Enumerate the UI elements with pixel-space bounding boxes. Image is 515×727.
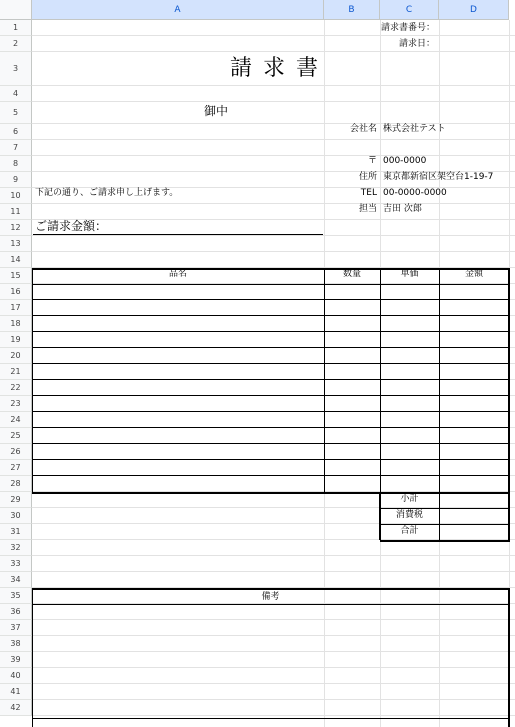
row-header[interactable]: 4 bbox=[0, 86, 32, 102]
row-header[interactable]: 33 bbox=[0, 556, 32, 572]
subtotal-label: 小計 bbox=[400, 494, 419, 504]
column-header-b[interactable]: B bbox=[324, 0, 380, 20]
items-row-divider bbox=[32, 363, 509, 364]
row-header[interactable]: 18 bbox=[0, 316, 32, 332]
tel-label: TEL bbox=[360, 188, 377, 198]
row-header[interactable]: 41 bbox=[0, 684, 32, 700]
items-row-divider bbox=[32, 443, 509, 444]
row-gridline bbox=[32, 155, 515, 156]
amount-underline bbox=[33, 234, 323, 235]
items-row-divider bbox=[32, 347, 509, 348]
address-label: 住所 bbox=[358, 172, 377, 182]
row-header[interactable]: 27 bbox=[0, 460, 32, 476]
row-header[interactable]: 9 bbox=[0, 172, 32, 188]
items-row-divider bbox=[32, 315, 509, 316]
items-row-divider bbox=[32, 395, 509, 396]
postal-label: 〒 bbox=[367, 156, 377, 166]
remarks-header-divider bbox=[32, 604, 509, 605]
header-item-name: 品名 bbox=[168, 269, 187, 279]
row-gridline bbox=[32, 139, 515, 140]
tax-label: 消費税 bbox=[395, 510, 423, 520]
row-header[interactable]: 36 bbox=[0, 604, 32, 620]
select-all-corner[interactable] bbox=[0, 0, 32, 20]
header-quantity: 数量 bbox=[342, 269, 361, 279]
row-header[interactable]: 32 bbox=[0, 540, 32, 556]
row-gridline bbox=[32, 555, 515, 556]
row-header[interactable]: 12 bbox=[0, 220, 32, 236]
row-gridline bbox=[32, 667, 515, 668]
row-header[interactable]: 31 bbox=[0, 524, 32, 540]
row-gridline bbox=[32, 715, 515, 716]
row-gridline bbox=[32, 101, 515, 102]
remarks-label: 備考 bbox=[261, 592, 280, 602]
row-gridline bbox=[32, 651, 515, 652]
items-row-divider bbox=[32, 411, 509, 412]
items-column-divider bbox=[439, 268, 440, 492]
row-header[interactable]: 15 bbox=[0, 268, 32, 284]
totals-row-divider bbox=[380, 524, 510, 525]
invoice-number-label: 請求書番号： bbox=[380, 23, 435, 33]
items-row-divider bbox=[32, 459, 509, 460]
row-gridline bbox=[32, 85, 515, 86]
row-header[interactable]: 19 bbox=[0, 332, 32, 348]
remarks-right-border bbox=[508, 588, 510, 727]
row-header[interactable]: 8 bbox=[0, 156, 32, 172]
row-header[interactable]: 21 bbox=[0, 364, 32, 380]
row-header[interactable]: 22 bbox=[0, 380, 32, 396]
row-header[interactable]: 29 bbox=[0, 492, 32, 508]
row-header[interactable]: 11 bbox=[0, 204, 32, 220]
totals-column-divider bbox=[439, 492, 440, 540]
amount-label: ご請求金額： bbox=[35, 219, 108, 233]
row-header[interactable]: 34 bbox=[0, 572, 32, 588]
row-header[interactable]: 1 bbox=[0, 20, 32, 36]
row-gridline bbox=[32, 251, 515, 252]
column-header-a[interactable]: A bbox=[32, 0, 324, 20]
row-header[interactable]: 30 bbox=[0, 508, 32, 524]
header-unit-price: 単価 bbox=[400, 269, 419, 279]
totals-right-border bbox=[508, 492, 510, 540]
staff-value: 吉田 次郎 bbox=[383, 204, 422, 214]
row-gridline bbox=[32, 699, 515, 700]
row-header[interactable]: 42 bbox=[0, 700, 32, 716]
row-header[interactable]: 35 bbox=[0, 588, 32, 604]
row-gridline bbox=[32, 51, 515, 52]
row-gridline bbox=[32, 203, 515, 204]
row-header[interactable]: 14 bbox=[0, 252, 32, 268]
row-gridline bbox=[32, 571, 515, 572]
row-gridline bbox=[32, 683, 515, 684]
items-row-divider bbox=[32, 427, 509, 428]
column-header-c[interactable]: C bbox=[380, 0, 439, 20]
row-header[interactable]: 24 bbox=[0, 412, 32, 428]
row-header[interactable]: 6 bbox=[0, 124, 32, 140]
totals-row-divider bbox=[380, 508, 510, 509]
company-value: 株式会社テスト bbox=[383, 124, 446, 134]
remarks-top-border bbox=[32, 588, 509, 590]
greeting-text: 下記の通り、ご請求申し上げます。 bbox=[35, 188, 179, 198]
row-gridline bbox=[32, 635, 515, 636]
items-row-divider bbox=[32, 379, 509, 380]
items-row-divider bbox=[32, 299, 509, 300]
row-header[interactable]: 25 bbox=[0, 428, 32, 444]
totals-bottom-border bbox=[380, 540, 510, 542]
postal-value: 000-0000 bbox=[383, 156, 427, 166]
row-header[interactable]: 37 bbox=[0, 620, 32, 636]
row-header[interactable]: 40 bbox=[0, 668, 32, 684]
tel-value: 00-0000-0000 bbox=[383, 188, 447, 198]
row-header[interactable]: 3 bbox=[0, 52, 32, 86]
row-header[interactable]: 28 bbox=[0, 476, 32, 492]
items-row-divider bbox=[32, 475, 509, 476]
staff-label: 担当 bbox=[358, 204, 377, 214]
items-column-divider bbox=[380, 268, 381, 492]
items-column-divider bbox=[324, 268, 325, 492]
row-header[interactable]: 13 bbox=[0, 236, 32, 252]
invoice-title: 請 求 書 bbox=[230, 56, 320, 81]
row-gridline bbox=[32, 235, 515, 236]
row-header[interactable]: 2 bbox=[0, 36, 32, 52]
row-header[interactable]: 17 bbox=[0, 300, 32, 316]
row-header[interactable]: 23 bbox=[0, 396, 32, 412]
honorific: 御中 bbox=[204, 104, 229, 118]
row-gridline bbox=[32, 35, 515, 36]
remarks-bottom-border bbox=[32, 718, 509, 719]
row-gridline bbox=[32, 619, 515, 620]
address-value: 東京都新宿区架空台1-19-7 bbox=[383, 172, 494, 182]
row-header[interactable]: 10 bbox=[0, 188, 32, 204]
total-label: 合計 bbox=[400, 526, 419, 536]
row-header[interactable]: 5 bbox=[0, 102, 32, 124]
company-label: 会社名 bbox=[349, 124, 377, 134]
invoice-date-label: 請求日： bbox=[398, 39, 435, 49]
header-amount: 金額 bbox=[464, 269, 483, 279]
row-header[interactable]: 16 bbox=[0, 284, 32, 300]
row-header[interactable]: 39 bbox=[0, 652, 32, 668]
row-header[interactable]: 20 bbox=[0, 348, 32, 364]
items-header-divider bbox=[32, 284, 509, 285]
row-header[interactable]: 38 bbox=[0, 636, 32, 652]
row-header[interactable]: 26 bbox=[0, 444, 32, 460]
items-table-bottom-border bbox=[32, 492, 509, 494]
items-row-divider bbox=[32, 331, 509, 332]
remarks-left-border bbox=[32, 588, 33, 727]
row-header[interactable]: 7 bbox=[0, 140, 32, 156]
column-header-d[interactable]: D bbox=[439, 0, 509, 20]
